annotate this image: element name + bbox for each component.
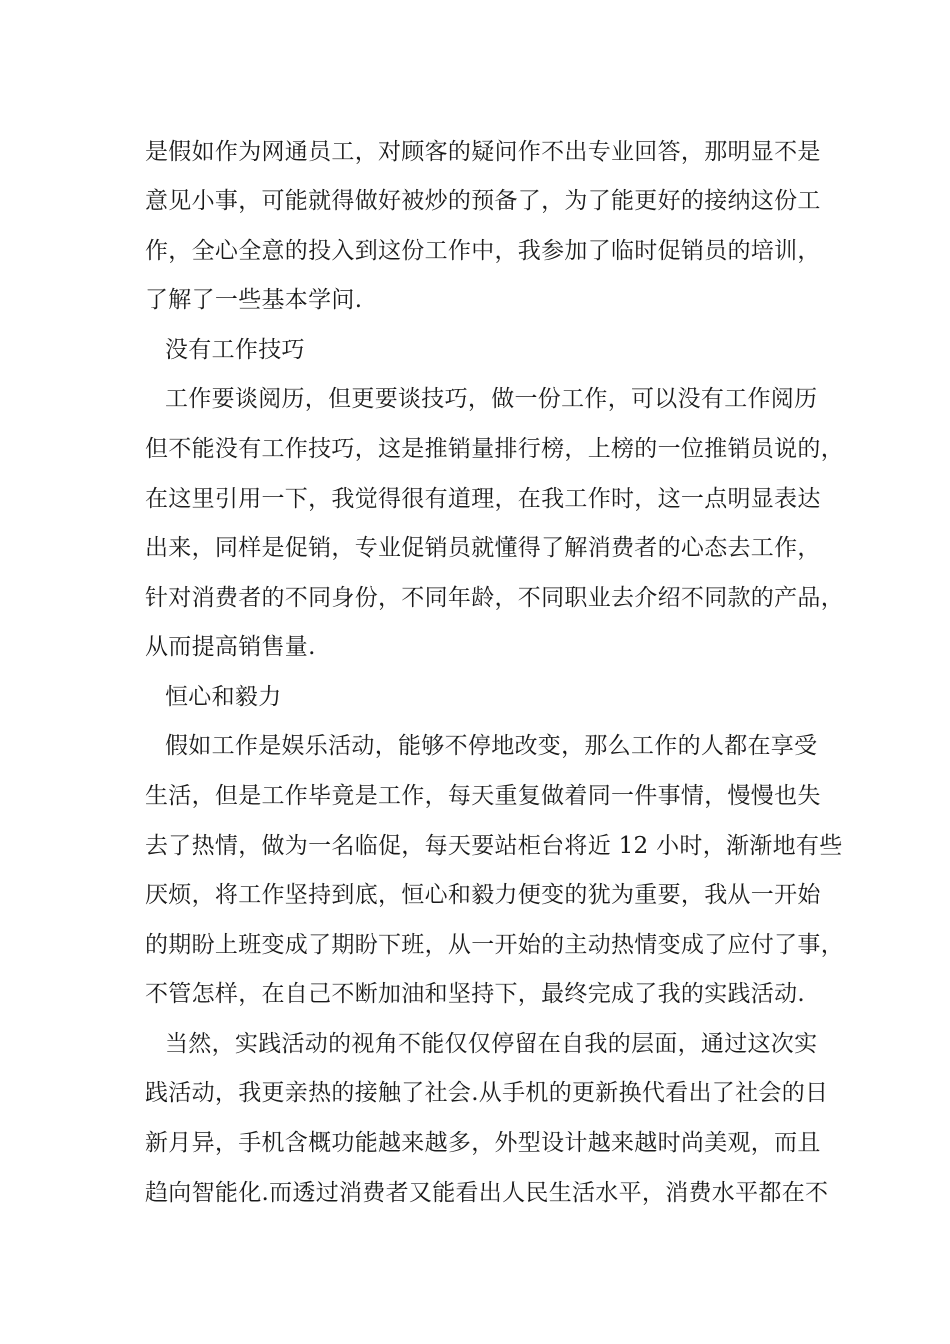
section-heading: 恒心和毅力 <box>165 684 282 710</box>
paragraph-line: 了解了一些基本学问. <box>145 287 363 313</box>
paragraph-line: 是假如作为网通员工，对顾客的疑问作不出专业回答，那明显不是 <box>145 139 821 165</box>
paragraph-line: 意见小事，可能就得做好被炒的预备了，为了能更好的接纳这份工 <box>145 188 821 214</box>
paragraph-line: 出来，同样是促销，专业促销员就懂得了解消费者的心态去工作， <box>145 535 821 561</box>
paragraph-line: 从而提高销售量. <box>145 634 316 660</box>
paragraph-line: 厌烦，将工作坚持到底，恒心和毅力便变的犹为重要，我从一开始 <box>145 882 821 908</box>
paragraph-line: 新月异，手机含概功能越来越多，外型设计越来越时尚美观，而且 <box>145 1130 821 1156</box>
paragraph-line: 当然，实践活动的视角不能仅仅停留在自我的层面，通过这次实 <box>165 1031 818 1057</box>
paragraph-line: 但不能没有工作技巧，这是推销量排行榜，上榜的一位推销员说的， <box>145 436 844 462</box>
paragraph-line: 假如工作是娱乐活动，能够不停地改变，那么工作的人都在享受 <box>165 733 818 759</box>
section-heading: 没有工作技巧 <box>165 337 305 363</box>
paragraph-line: 作，全心全意的投入到这份工作中，我参加了临时促销员的培训， <box>145 238 821 264</box>
paragraph-line: 工作要谈阅历，但更要谈技巧，做一份工作，可以没有工作阅历 <box>165 386 818 412</box>
paragraph-line: 趋向智能化.而透过消费者又能看出人民生活水平，消费水平都在不 <box>145 1180 829 1206</box>
paragraph-line: 不管怎样，在自己不断加油和坚持下，最终完成了我的实践活动. <box>145 981 806 1007</box>
paragraph-line: 生活，但是工作毕竟是工作，每天重复做着同一件事情，慢慢也失 <box>145 783 821 809</box>
paragraph-line: 的期盼上班变成了期盼下班，从一开始的主动热情变成了应付了事， <box>145 932 844 958</box>
paragraph-line: 针对消费者的不同身份，不同年龄，不同职业去介绍不同款的产品， <box>145 585 844 611</box>
paragraph-line: 去了热情，做为一名临促，每天要站柜台将近 12 小时，渐渐地有些 <box>145 833 843 859</box>
paragraph-line: 在这里引用一下，我觉得很有道理，在我工作时，这一点明显表达 <box>145 486 821 512</box>
paragraph-line: 践活动，我更亲热的接触了社会.从手机的更新换代看出了社会的日 <box>145 1080 829 1106</box>
